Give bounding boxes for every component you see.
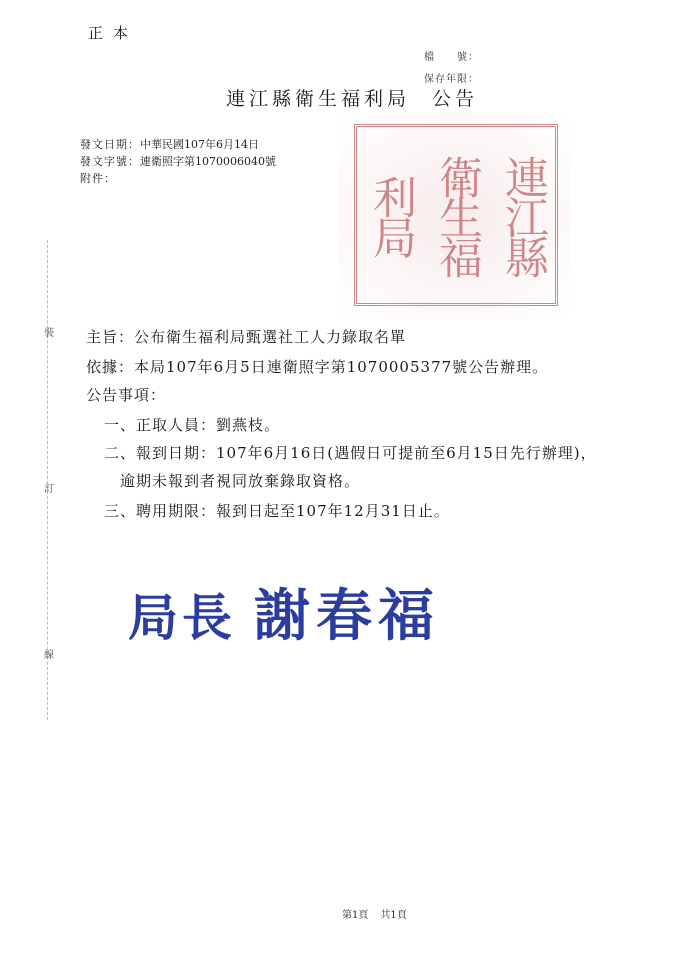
basis-line: 依據：本局107年6月5日連衛照字第1070005377號公告辦理。 — [86, 358, 549, 376]
director-signature — [128, 572, 440, 652]
seal-text-col1: 連江縣 — [497, 155, 548, 275]
binding-mark-1: 裝 — [44, 328, 54, 339]
signature-name: 謝春福 — [254, 584, 440, 649]
items-heading: 公告事項： — [86, 386, 167, 404]
official-seal — [338, 112, 570, 320]
doc-type: 公告 — [432, 88, 479, 110]
reference-row — [80, 153, 276, 169]
issue-date-value: 中華民國107年6月14日 — [140, 138, 259, 151]
attachment-row — [80, 170, 116, 186]
seal-text-col3: 利局 — [365, 175, 416, 255]
reference-label: 發文字號： — [80, 155, 140, 168]
item-1: 一、正取人員：劉燕枝。 — [104, 416, 281, 434]
file-number-label: 檔 號： — [424, 52, 479, 63]
binding-mark-3: 線 — [44, 650, 54, 661]
retention-period-label: 保存年限： — [424, 74, 479, 85]
page-footer — [342, 906, 407, 921]
copy-label: 正本 — [88, 24, 139, 42]
item-2: 二、報到日期：107年6月16日(遇假日可提前至6月15日先行辦理)， — [104, 444, 597, 462]
binding-mark-2: 訂 — [44, 484, 54, 495]
page-number: 第1頁 — [342, 910, 369, 921]
item-3: 三、聘用期限：報到日起至107年12月31日止。 — [104, 502, 450, 520]
signature-title: 局長 — [128, 589, 236, 647]
subject-line: 主旨：公布衛生福利局甄選社工人力錄取名單 — [86, 328, 407, 346]
agency-title: 連江縣衛生福利局 — [226, 88, 411, 110]
attachment-label: 附件： — [80, 172, 116, 185]
document-title — [226, 84, 478, 111]
issue-date-label: 發文日期： — [80, 138, 140, 151]
seal-text-col2: 衛生福 — [431, 155, 482, 275]
page-total: 共1頁 — [380, 910, 407, 921]
issue-date-row — [80, 136, 259, 152]
reference-value: 連衛照字第1070006040號 — [140, 155, 276, 168]
item-2-continuation: 逾期未報到者視同放棄錄取資格。 — [120, 472, 361, 490]
